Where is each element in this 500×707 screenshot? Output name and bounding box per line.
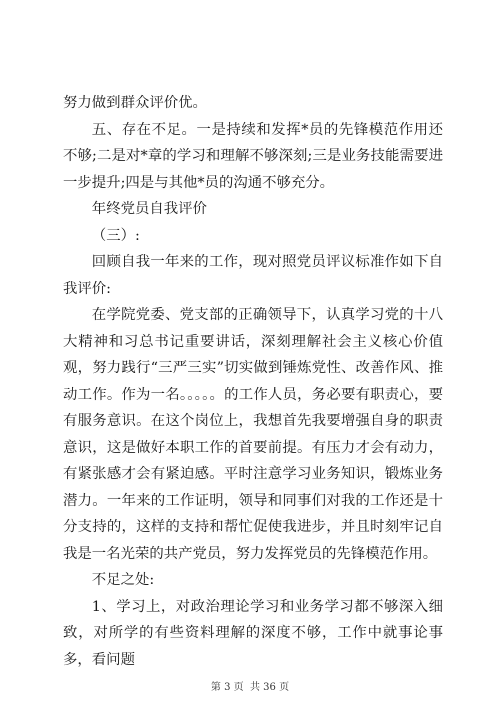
paragraph-intro: 回顾自我一年来的工作，现对照党员评议标准作如下自我评价: — [63, 254, 443, 297]
section-heading: 年终党员自我评价 — [91, 201, 207, 217]
page-footer — [0, 682, 500, 694]
subheading-shortcomings: 不足之处: — [91, 572, 155, 588]
page-number-label: 第 3 页 共 36 页 — [210, 682, 290, 693]
paragraph-shortcoming-1: 1、学习上，对政治理论学习和业务学习都不够深入细致，对所学的有些资料理解的深度不够，工作中就事论事多，看问题 — [63, 598, 443, 668]
document-body — [63, 90, 443, 673]
paragraph-2: 五、存在不足。一是持续和发挥*员的先锋模范作用还不够;二是对*章的学习和理解不够深刻;三是业务技能需要进一步提升;四是与其他*员的沟通不够充分。 — [63, 121, 443, 191]
section-number: （三）: — [91, 227, 140, 244]
paragraph-1: 努力做到群众评价优。 — [63, 95, 207, 111]
paragraph-body: 在学院党委、党支部的正确领导下，认真学习党的十八大精神和习总书记重要讲话，深刻理解社会主义核心价值观，努力践行“三严三实”切实做到锤炼党性、改善作风、推动工作。作为一名。。。。。的工作人员，务必要有职责心，要有服务意识。在这个岗位上，我想首先我要增强自身的职责意识，这是做好本职工作的首要前提。有压力才会有动力，有紧张感才会有紧迫感。平时注意学习业务知识，锻炼业务潜力。一年来的工作证明，领导和同事们对我的工作还是十分支持的，这样的支持和帮忙促使我进步，并且时刻牢记自我是一名光荣的共产党员，努力发挥党员的先锋模范作用。 — [63, 307, 443, 562]
